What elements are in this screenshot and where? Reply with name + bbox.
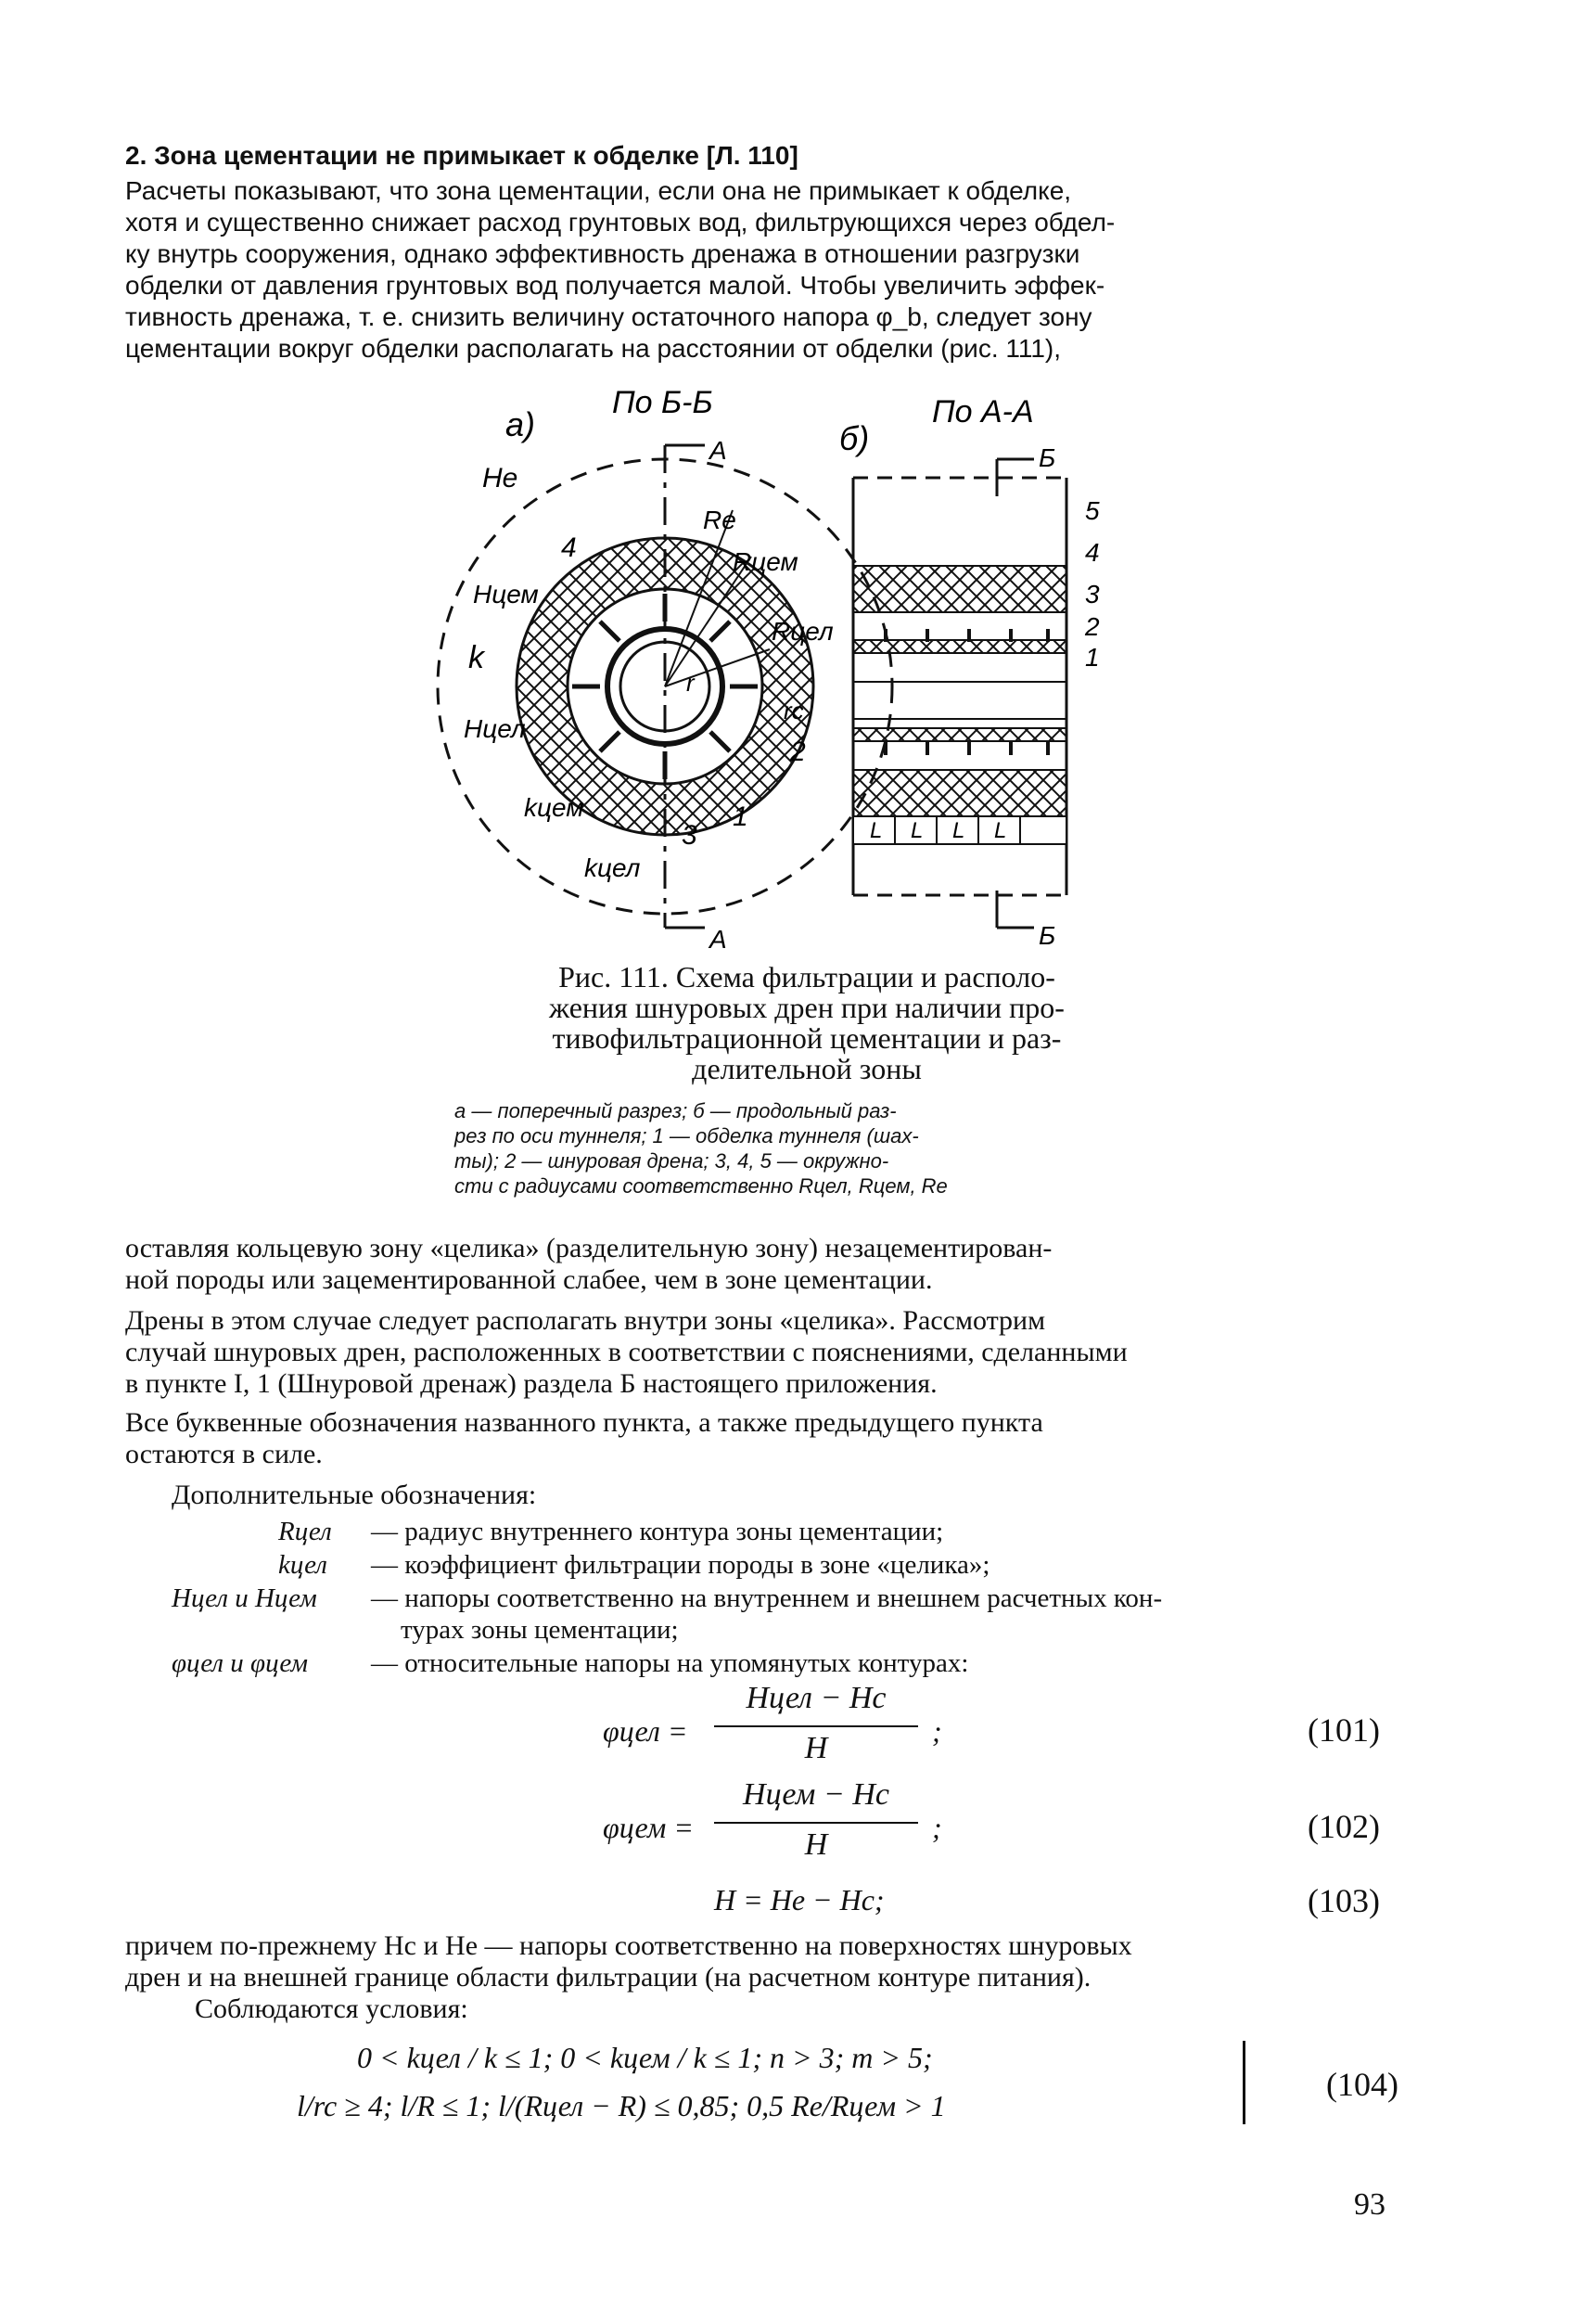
- label-3b: 3: [1085, 580, 1100, 609]
- eq101-tail: ;: [932, 1714, 942, 1748]
- label-2: 2: [790, 737, 806, 767]
- text-line: в пункте I, 1 (Шнуровой дренаж) раздела Б настоящего приложения.: [125, 1368, 938, 1399]
- eq104-number: (104): [1326, 2066, 1398, 2103]
- panel-b-longitudinal-section: [839, 394, 1100, 950]
- eq102-denominator: H: [804, 1827, 828, 1862]
- eq103-text: H = He − Hc;: [714, 1883, 885, 1916]
- text-line: ной породы или зацементированной слабее, чем в зоне цементации.: [125, 1264, 933, 1295]
- label-a-top: A: [709, 436, 727, 465]
- caption-title-line: Рис. 111. Схема фильтрации и располо-: [558, 960, 1055, 993]
- caption-title-line: тивофильтрационной цементации и раз-: [552, 1021, 1062, 1055]
- notation-text: — коэффициент фильтрации породы в зоне «целика»;: [371, 1550, 990, 1580]
- label-rcel: Rцел: [772, 617, 834, 646]
- label-hcel: Hцел: [464, 714, 526, 743]
- lining-band-bottom: [853, 728, 1066, 741]
- eq102-fraction-bar: [714, 1822, 918, 1824]
- text-line: цементации вокруг обделки располагать на расстоянии от обделки (рис. 111),: [125, 334, 1062, 363]
- notation-symbol: Hцел и Hцем: [172, 1583, 317, 1613]
- text-line: Дрены в этом случае следует располагать внутри зоны «целика». Рассмотрим: [125, 1305, 1046, 1336]
- notation-symbol: kцел: [278, 1550, 327, 1580]
- label-rc: rc: [784, 697, 804, 724]
- notation-symbol: φцел и φцем: [172, 1648, 308, 1678]
- label-2b: 2: [1085, 612, 1100, 641]
- text-line: обделки от давления грунтовых вод получается малой. Чтобы увеличить эффек-: [125, 271, 1105, 300]
- caption-legend-line: сти с радиусами соответственно Rцел, Rцем, Re: [454, 1174, 948, 1198]
- notation-text: — напоры соответственно на внутреннем и внешнем расчетных кон-: [371, 1583, 1163, 1613]
- label-l1: L: [870, 818, 883, 843]
- label-a-bottom: A: [709, 925, 727, 954]
- drains-bottom: [886, 742, 1048, 755]
- cementation-band-top: [853, 566, 1066, 612]
- label-1b: 1: [1085, 643, 1100, 672]
- cementation-band-bottom: [853, 770, 1066, 816]
- eq102-lhs: φцем =: [603, 1811, 694, 1844]
- label-rcem: Rцем: [733, 547, 798, 576]
- eq101-lhs: φцел =: [603, 1714, 688, 1748]
- panel-a-cross-section: [438, 385, 892, 954]
- label-kcel: kцел: [584, 853, 641, 882]
- label-he: Hе: [482, 463, 518, 493]
- text-line: хотя и существенно снижает расход грунтовых вод, фильтрующихся через обдел-: [125, 208, 1116, 237]
- eq102-numerator: Hцем − Hc: [743, 1777, 889, 1812]
- notation-symbol: Rцел: [278, 1517, 332, 1546]
- label-re: Re: [703, 506, 736, 534]
- caption-legend-line: ты); 2 — шнуровая дрена; 3, 4, 5 — окружно-: [454, 1149, 889, 1173]
- eq102-tail: ;: [932, 1811, 942, 1844]
- notation-text: — радиус внутреннего контура зоны цементации;: [371, 1517, 944, 1546]
- label-l2: L: [911, 818, 924, 843]
- eq101-number: (101): [1308, 1711, 1380, 1749]
- eq102-number: (102): [1308, 1808, 1380, 1845]
- text-line: причем по-прежнему Hc и He — напоры соответственно на поверхностях шнуровых: [125, 1930, 1132, 1961]
- condition-line-1: 0 < kцел / k ≤ 1; 0 < kцем / k ≤ 1; n > 3; m > 5;: [357, 2041, 933, 2074]
- label-b-top: Б: [1039, 443, 1056, 472]
- eq101-fraction-bar: [714, 1725, 918, 1727]
- label-3: 3: [682, 820, 697, 851]
- label-1: 1: [733, 801, 748, 832]
- caption-legend-line: рез по оси туннеля; 1 — обделка туннеля (шах-: [454, 1124, 919, 1147]
- conditions-brace: [1233, 2041, 1245, 2124]
- notation-text: — относительные напоры на упомянутых контурах:: [371, 1648, 969, 1678]
- label-b-bottom: Б: [1039, 921, 1056, 950]
- label-l4: L: [994, 818, 1007, 843]
- panel-b-section-title: По А-А: [932, 394, 1034, 429]
- text-line: оставляя кольцевую зону «целика» (разделительную зону) незацементирован-: [125, 1233, 1053, 1263]
- section-heading: 2. Зона цементации не примыкает к обделке [Л. 110]: [125, 141, 798, 170]
- eq101-numerator: Hцел − Hc: [746, 1681, 887, 1715]
- notation-heading: Дополнительные обозначения:: [172, 1480, 537, 1510]
- label-5: 5: [1085, 496, 1100, 525]
- caption-legend-line: а — поперечный разрез; б — продольный раз-: [454, 1099, 897, 1122]
- text-line: дрен и на внешней границе области фильтрации (на расчетном контуре питания).: [125, 1962, 1092, 1993]
- label-kcem: kцем: [524, 793, 584, 822]
- condition-line-2: l/rc ≥ 4; l/R ≤ 1; l/(Rцел − R) ≤ 0,85; 0,5 Re/Rцем > 1: [297, 2089, 946, 2122]
- eq101-denominator: H: [804, 1731, 828, 1765]
- text-line: Расчеты показывают, что зона цементации, если она не примыкает к обделке,: [125, 176, 1072, 205]
- text-line: Все буквенные обозначения названного пункта, а также предыдущего пункта: [125, 1407, 1043, 1438]
- figure-111: [0, 371, 1596, 965]
- text-line: случай шнуровых дрен, расположенных в соответствии с пояснениями, сделанными: [125, 1337, 1128, 1367]
- panel-a-label: а): [505, 405, 536, 443]
- label-4b: 4: [1085, 538, 1100, 567]
- label-hcem: Hцем: [473, 580, 539, 609]
- lining-band-top: [853, 640, 1066, 653]
- caption-title-line: жения шнуровых дрен при наличии про-: [549, 991, 1065, 1024]
- label-k: k: [468, 640, 484, 675]
- label-r: r: [686, 669, 695, 697]
- page-number: 93: [1354, 2187, 1385, 2222]
- text-line: ку внутрь сооружения, однако эффективность дренажа в отношении разгрузки: [125, 239, 1080, 268]
- label-4: 4: [561, 532, 577, 563]
- text-line: тивность дренажа, т. е. снизить величину остаточного напора φ_b, следует зону: [125, 302, 1092, 331]
- label-l3: L: [952, 818, 965, 843]
- eq103-number: (103): [1308, 1882, 1380, 1919]
- caption-title-line: делительной зоны: [692, 1052, 922, 1085]
- notation-text: турах зоны цементации;: [401, 1615, 679, 1645]
- text-line: остаются в силе.: [125, 1439, 323, 1469]
- panel-b-label: б): [839, 419, 870, 457]
- panel-a-section-title: По Б-Б: [612, 385, 713, 420]
- conditions-heading: Соблюдаются условия:: [195, 1993, 468, 2024]
